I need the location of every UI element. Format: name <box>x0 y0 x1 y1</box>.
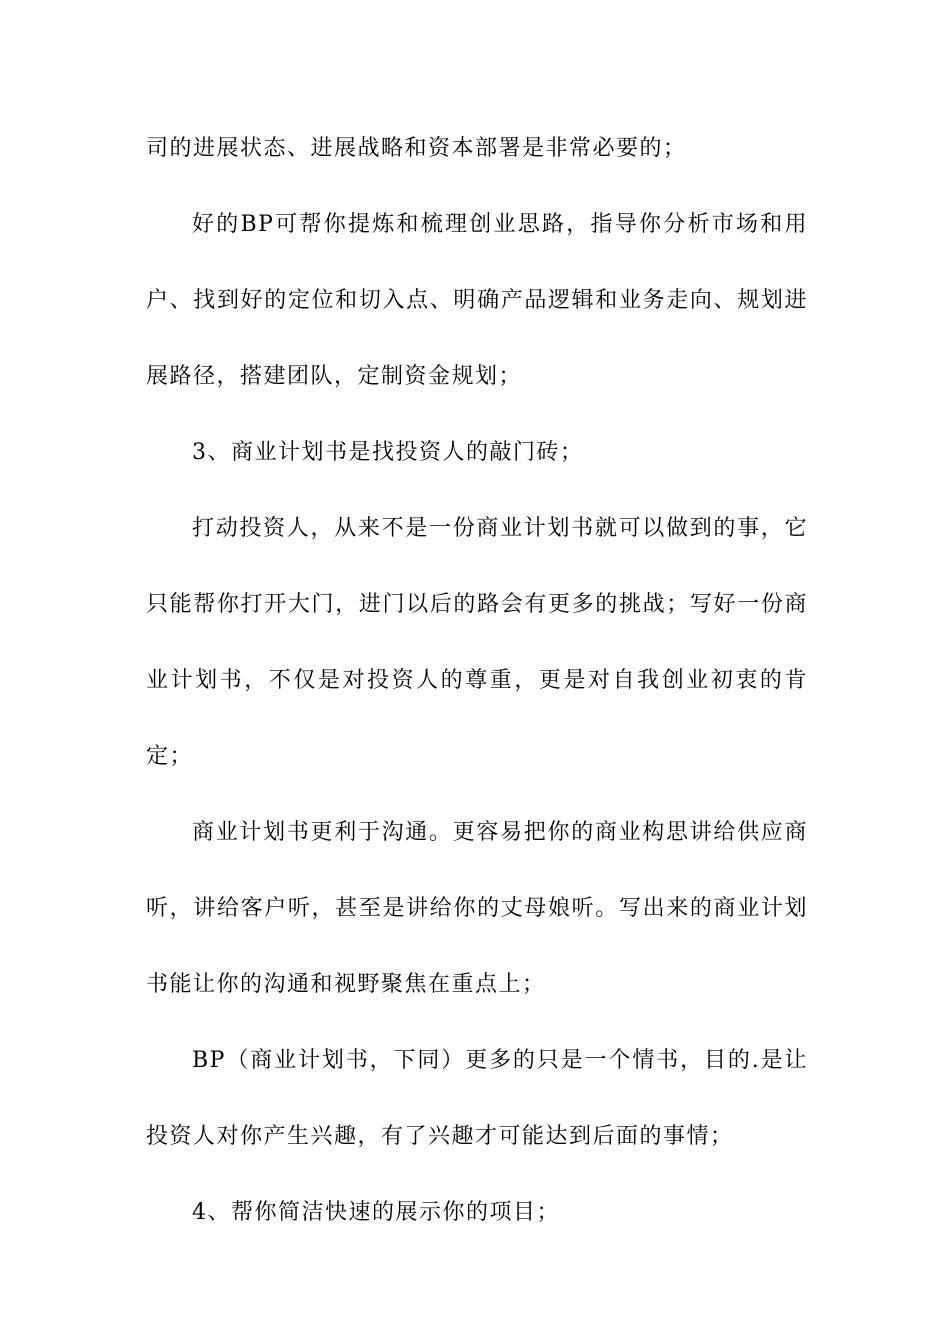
paragraph-5: 商业计划书更利于沟通。更容易把你的商业构思讲给供应商听，讲给客户听，甚至是讲给你的丈母娘听。写出来的商业计划书能让你的沟通和视野聚焦在重点上； <box>146 820 808 997</box>
paragraph-3: 3、商业计划书是找投资人的敲门砖； <box>192 440 584 465</box>
document-body <box>146 130 808 1251</box>
paragraph-1: 司的进展状态、进展战略和资本部署是非常必要的； <box>146 136 687 161</box>
paragraph-2: 好的BP可帮你提炼和梳理创业思路，指导你分析市场和用户、找到好的定位和切入点、明确产品逻辑和业务走向、规划进展路径，搭建团队，定制资金规划； <box>146 212 808 389</box>
paragraph-4: 打动投资人，从来不是一份商业计划书就可以做到的事，它只能帮你打开大门，进门以后的路会有更多的挑战；写好一份商业计划书，不仅是对投资人的尊重，更是对自我创业初衷的肯定； <box>146 516 808 769</box>
paragraph-7: 4、帮你简洁快速的展示你的项目； <box>192 1200 560 1225</box>
paragraph-6: BP（商业计划书，下同）更多的只是一个情书，目的.是让投资人对你产生兴趣，有了兴趣才可能达到后面的事情； <box>146 1048 808 1149</box>
